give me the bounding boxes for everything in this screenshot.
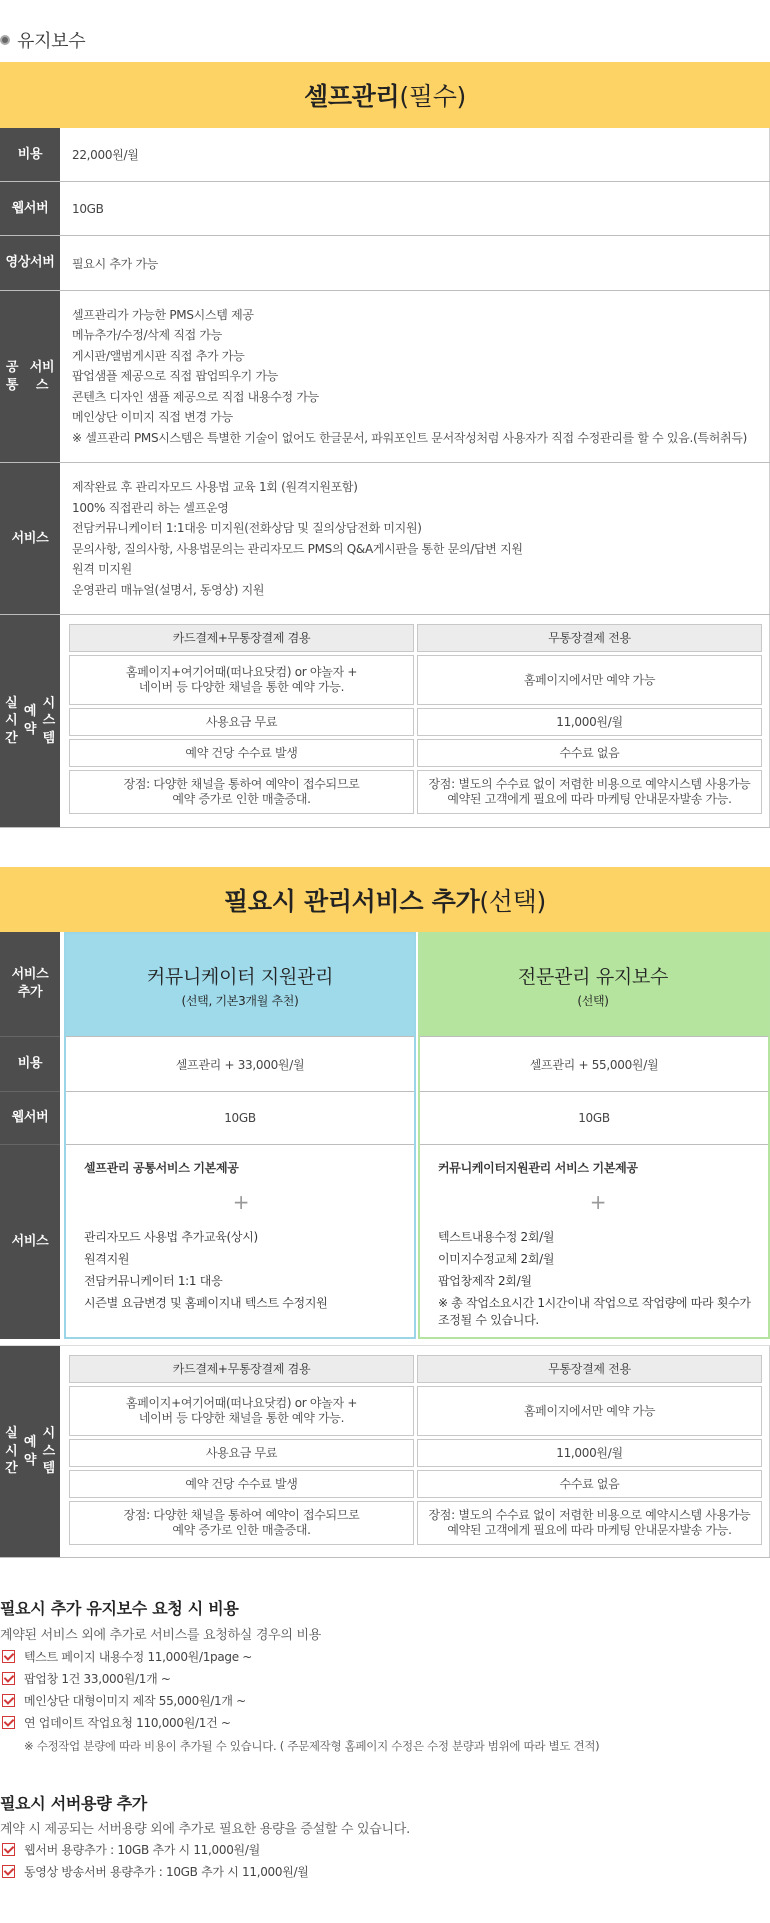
section-title: 유지보수 xyxy=(0,28,85,52)
table-cell: 수수료 없음 xyxy=(417,1470,762,1498)
table-cell: 예약 건당 수수료 발생 xyxy=(69,1470,414,1498)
table-cell: 11,000원/월 xyxy=(417,1439,762,1467)
list-item: 팝업샘플 제공으로 직접 팝업띄우기 가능 xyxy=(72,369,279,384)
professional-header: 전문관리 유지보수 (선택) xyxy=(418,934,768,1036)
list-item: 100% 직접관리 하는 셀프운영 xyxy=(72,500,229,515)
list-item: 연 업데이트 작업요청 110,000원/1건 ~ xyxy=(2,1714,231,1731)
reservation-row-1 xyxy=(0,615,770,828)
checkbox-icon xyxy=(2,1694,15,1707)
plus-icon: + xyxy=(232,1190,250,1214)
self-service-row xyxy=(0,463,770,615)
optional-label-service: 서비스 추가 xyxy=(0,932,60,1036)
professional-service-list: 커뮤니케이터지원관리 서비스 기본제공 + 텍스트내용수정 2회/월 이미지수정교체 2회/월 팝업창제작 2회/월 ※ 총 작업소요시간 1시간이내 작업으로 작업량에 따라 횟수가 조정될 수 있습니다. xyxy=(438,1158,758,1329)
server-extra-title: 필요시 서버용량 추가 xyxy=(0,1794,147,1813)
row-label: 실시간 예약 시스템 xyxy=(0,1346,60,1557)
list-item: 셀프관리가 가능한 PMS시스템 제공 xyxy=(72,307,254,322)
table-header: 카드결제+무통장결제 겸용 xyxy=(69,1355,414,1383)
communicator-web: 10GB xyxy=(224,1111,256,1125)
row-label: 영상서버 xyxy=(0,236,60,290)
professional-cost: 셀프관리 + 55,000원/월 xyxy=(529,1057,659,1072)
reservation-row-2 xyxy=(0,1345,770,1558)
table-cell: 장점: 다양한 채널을 통하여 예약이 접수되므로 예약 증가로 인한 매출증대. xyxy=(69,1501,414,1545)
checkbox-icon xyxy=(2,1650,15,1663)
list-item: 원격지원 xyxy=(84,1252,130,1266)
checkbox-icon xyxy=(2,1716,15,1729)
bullet-icon xyxy=(0,35,10,45)
table-cell: 장점: 다양한 채널을 통하여 예약이 접수되므로 예약 증가로 인한 매출증대. xyxy=(69,770,414,814)
checkbox-icon xyxy=(2,1843,15,1856)
table-header: 무통장결제 전용 xyxy=(417,1355,762,1383)
list-item: 동영상 방송서버 용량추가 : 10GB 추가 시 11,000원/월 xyxy=(2,1863,309,1880)
self-banner: 셀프관리 (필수) xyxy=(0,62,770,128)
list-item: 콘텐츠 디자인 샘플 제공으로 직접 내용수정 가능 xyxy=(72,389,319,404)
list-item: 메인상단 이미지 직접 변경 가능 xyxy=(72,410,233,425)
list-item: 메뉴추가/수정/삭제 직접 가능 xyxy=(72,328,223,343)
self-video-row xyxy=(0,236,770,291)
list-item: 텍스트 페이지 내용수정 11,000원/1page ~ xyxy=(2,1648,252,1665)
list-item: 텍스트내용수정 2회/월 xyxy=(438,1230,555,1244)
communicator-cost: 셀프관리 + 33,000원/월 xyxy=(175,1057,305,1072)
table-header: 무통장결제 전용 xyxy=(417,624,762,652)
list-item: 관리자모드 사용법 추가교육(상시) xyxy=(84,1230,258,1244)
optional-label-web: 웹서버 xyxy=(0,1091,60,1144)
table-cell: 수수료 없음 xyxy=(417,739,762,767)
optional-banner: 필요시 관리서비스 추가 (선택) xyxy=(0,867,770,932)
table-cell: 홈페이지에서만 예약 가능 xyxy=(417,1386,762,1436)
reservation-table xyxy=(66,621,765,817)
row-value: 10GB xyxy=(60,182,770,235)
professional-web: 10GB xyxy=(578,1111,610,1125)
table-cell: 홈페이지+여기어때(떠나요닷컴) or 야놀자 + 네이버 등 다양한 채널을 통한 예약 가능. xyxy=(69,655,414,705)
row-label: 실시간 예약 시스템 xyxy=(0,615,60,827)
table-cell: 홈페이지에서만 예약 가능 xyxy=(417,655,762,705)
row-label: 비용 xyxy=(0,128,60,181)
server-extra-subtitle: 계약 시 제공되는 서버용량 외에 추가로 필요한 용량을 증설할 수 있습니다. xyxy=(0,1822,410,1837)
table-cell: 사용요금 무료 xyxy=(69,708,414,736)
plus-icon: + xyxy=(589,1190,607,1214)
optional-label-cost: 비용 xyxy=(0,1036,60,1091)
list-item: 이미지수정교체 2회/월 xyxy=(438,1252,555,1266)
optional-label-services: 서비스 xyxy=(0,1144,60,1339)
row-label: 서비스 xyxy=(0,463,60,614)
table-cell: 장점: 별도의 수수료 없이 저렴한 비용으로 예약시스템 사용가능 예약된 고객에게 필요에 따라 마케팅 안내문자발송 가능. xyxy=(417,1501,762,1545)
checkbox-icon xyxy=(2,1865,15,1878)
list-item: 팝업창 1건 33,000원/1개 ~ xyxy=(2,1670,171,1687)
service-list xyxy=(60,463,770,614)
row-value: 22,000원/월 xyxy=(60,128,770,181)
table-cell: 예약 건당 수수료 발생 xyxy=(69,739,414,767)
reservation-table xyxy=(66,1352,765,1548)
row-label: 웹서버 xyxy=(0,182,60,235)
table-header: 카드결제+무통장결제 겸용 xyxy=(69,624,414,652)
professional-note: ※ 총 작업소요시간 1시간이내 작업으로 작업량에 따라 횟수가 조정될 수 있습니다. xyxy=(438,1296,751,1327)
checkbox-icon xyxy=(2,1672,15,1685)
list-item: 시즌별 요금변경 및 홈페이지내 텍스트 수정지원 xyxy=(84,1296,328,1310)
list-item: 게시판/앨범게시판 직접 추가 가능 xyxy=(72,348,245,363)
row-value: 필요시 추가 가능 xyxy=(60,236,770,290)
common-service-list xyxy=(60,291,770,462)
self-common-row xyxy=(0,291,770,463)
table-cell: 홈페이지+여기어때(떠나요닷컴) or 야놀자 + 네이버 등 다양한 채널을 통한 예약 가능. xyxy=(69,1386,414,1436)
communicator-header: 커뮤니케이터 지원관리 (선택, 기본3개월 추천) xyxy=(64,934,416,1036)
row-label: 공통 서비스 xyxy=(0,291,60,462)
list-item: 전담커뮤니케이터 1:1대응 미지원(전화상담 및 질의상담전화 미지원) xyxy=(72,521,422,535)
list-item: ※ 셀프관리 PMS시스템은 특별한 기술이 없어도 한글문서, 파워포인트 문서작성처럼 사용자가 직접 수정관리를 할 수 있음.(특허취득) xyxy=(72,430,747,445)
communicator-service-list: 셀프관리 공통서비스 기본제공 + 관리자모드 사용법 추가교육(상시) 원격지원 전담커뮤니케이터 1:1 대응 시즌별 요금변경 및 홈페이지내 텍스트 수정지원 xyxy=(84,1158,398,1314)
extra-cost-note: ※ 수정작업 분량에 따라 비용이 추가될 수 있습니다. ( 주문제작형 홈페이지 수정은 수정 분량과 범위에 따라 별도 견적) xyxy=(24,1739,600,1753)
table-cell: 사용요금 무료 xyxy=(69,1439,414,1467)
list-item: 원격 미지원 xyxy=(72,562,132,576)
list-item: 팝업창제작 2회/월 xyxy=(438,1274,532,1288)
table-cell: 11,000원/월 xyxy=(417,708,762,736)
self-cost-row xyxy=(0,128,770,182)
extra-cost-title: 필요시 추가 유지보수 요청 시 비용 xyxy=(0,1599,239,1618)
list-item: 운영관리 매뉴얼(설명서, 동영상) 지원 xyxy=(72,582,265,597)
table-cell: 장점: 별도의 수수료 없이 저렴한 비용으로 예약시스템 사용가능 예약된 고객에게 필요에 따라 마케팅 안내문자발송 가능. xyxy=(417,770,762,814)
list-item: 제작완료 후 관리자모드 사용법 교육 1회 (원격지원포함) xyxy=(72,480,358,494)
list-item: 웹서버 용량추가 : 10GB 추가 시 11,000원/월 xyxy=(2,1841,260,1858)
extra-cost-subtitle: 계약된 서비스 외에 추가로 서비스를 요청하실 경우의 비용 xyxy=(0,1628,322,1643)
list-item: 문의사항, 질의사항, 사용법문의는 관리자모드 PMS의 Q&A게시판을 통한 문의/답변 지원 xyxy=(72,541,523,556)
self-web-row xyxy=(0,182,770,236)
list-item: 전담커뮤니케이터 1:1 대응 xyxy=(84,1274,223,1288)
list-item: 메인상단 대형이미지 제작 55,000원/1개 ~ xyxy=(2,1692,246,1709)
